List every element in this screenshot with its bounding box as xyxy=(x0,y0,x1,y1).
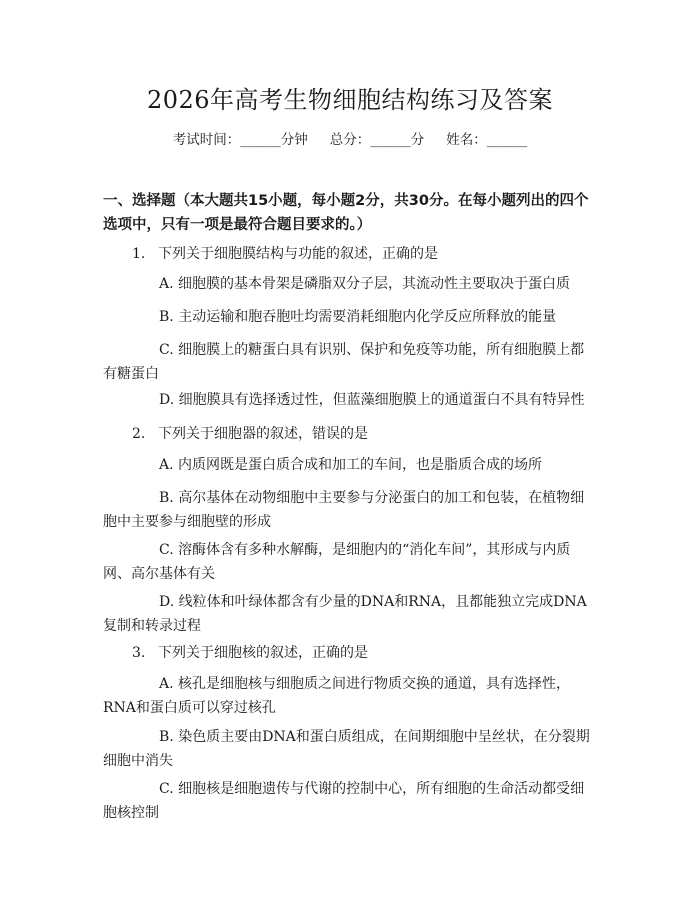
question-number: 1. xyxy=(132,246,146,262)
question-3-option-c: C. 细胞核是细胞遗传与代谢的控制中心，所有细胞的生命活动都受细胞核控制 xyxy=(103,781,585,821)
exam-meta xyxy=(0,130,700,150)
question-3-option-a: A. 核孔是细胞核与细胞质之间进行物质交换的通道，具有选择性，RNA和蛋白质可以穿过核孔 xyxy=(103,676,571,716)
question-1-stem xyxy=(132,244,602,264)
question-2-option-a: A. 内质网既是蛋白质合成和加工的车间，也是脂质合成的场所 xyxy=(159,457,543,473)
question-number: 3. xyxy=(132,645,146,661)
exam-time: 考试时间：______分钟 xyxy=(172,132,308,148)
question-1-option-b: B. 主动运输和胞吞胞吐均需要消耗细胞内化学反应所释放的能量 xyxy=(159,309,557,325)
question-3-stem xyxy=(132,643,602,663)
exam-total-score: 总分：______分 xyxy=(329,132,425,148)
question-2-option-d: D. 线粒体和叶绿体都含有少量的DNA和RNA，且都能独立完成DNA复制和转录过程 xyxy=(103,594,587,634)
question-2-option-b: B. 高尔基体在动物细胞中主要参与分泌蛋白的加工和包装，在植物细胞中主要参与细胞壁的形成 xyxy=(103,490,585,530)
question-number: 2. xyxy=(132,426,146,442)
question-1-option-a: A. 细胞膜的基本骨架是磷脂双分子层，其流动性主要取决于蛋白质 xyxy=(159,276,571,292)
question-3-option-b: B. 染色质主要由DNA和蛋白质组成，在间期细胞中呈丝状，在分裂期细胞中消失 xyxy=(103,729,590,769)
question-text: 下列关于细胞器的叙述，错误的是 xyxy=(158,426,368,442)
exam-student-name: 姓名：______ xyxy=(446,132,528,148)
question-text: 下列关于细胞核的叙述，正确的是 xyxy=(158,645,368,661)
question-2-stem xyxy=(132,424,602,444)
question-1-option-c: C. 细胞膜上的糖蛋白具有识别、保护和免疫等功能，所有细胞膜上都有糖蛋白 xyxy=(103,342,585,382)
page-title: 2026年高考生物细胞结构练习及答案 xyxy=(146,86,554,114)
section-heading: 一、选择题（本大题共15小题，每小题2分，共30分。在每小题列出的四个选项中，只有一项是最符合题目要求的。） xyxy=(103,193,589,233)
question-2-option-c: C. 溶酶体含有多种水解酶，是细胞内的“消化车间”，其形成与内质网、高尔基体有关 xyxy=(103,542,571,582)
question-text: 下列关于细胞膜结构与功能的叙述，正确的是 xyxy=(158,246,438,262)
question-1-option-d: D. 细胞膜具有选择透过性，但蓝藻细胞膜上的通道蛋白不具有特异性 xyxy=(159,392,585,408)
